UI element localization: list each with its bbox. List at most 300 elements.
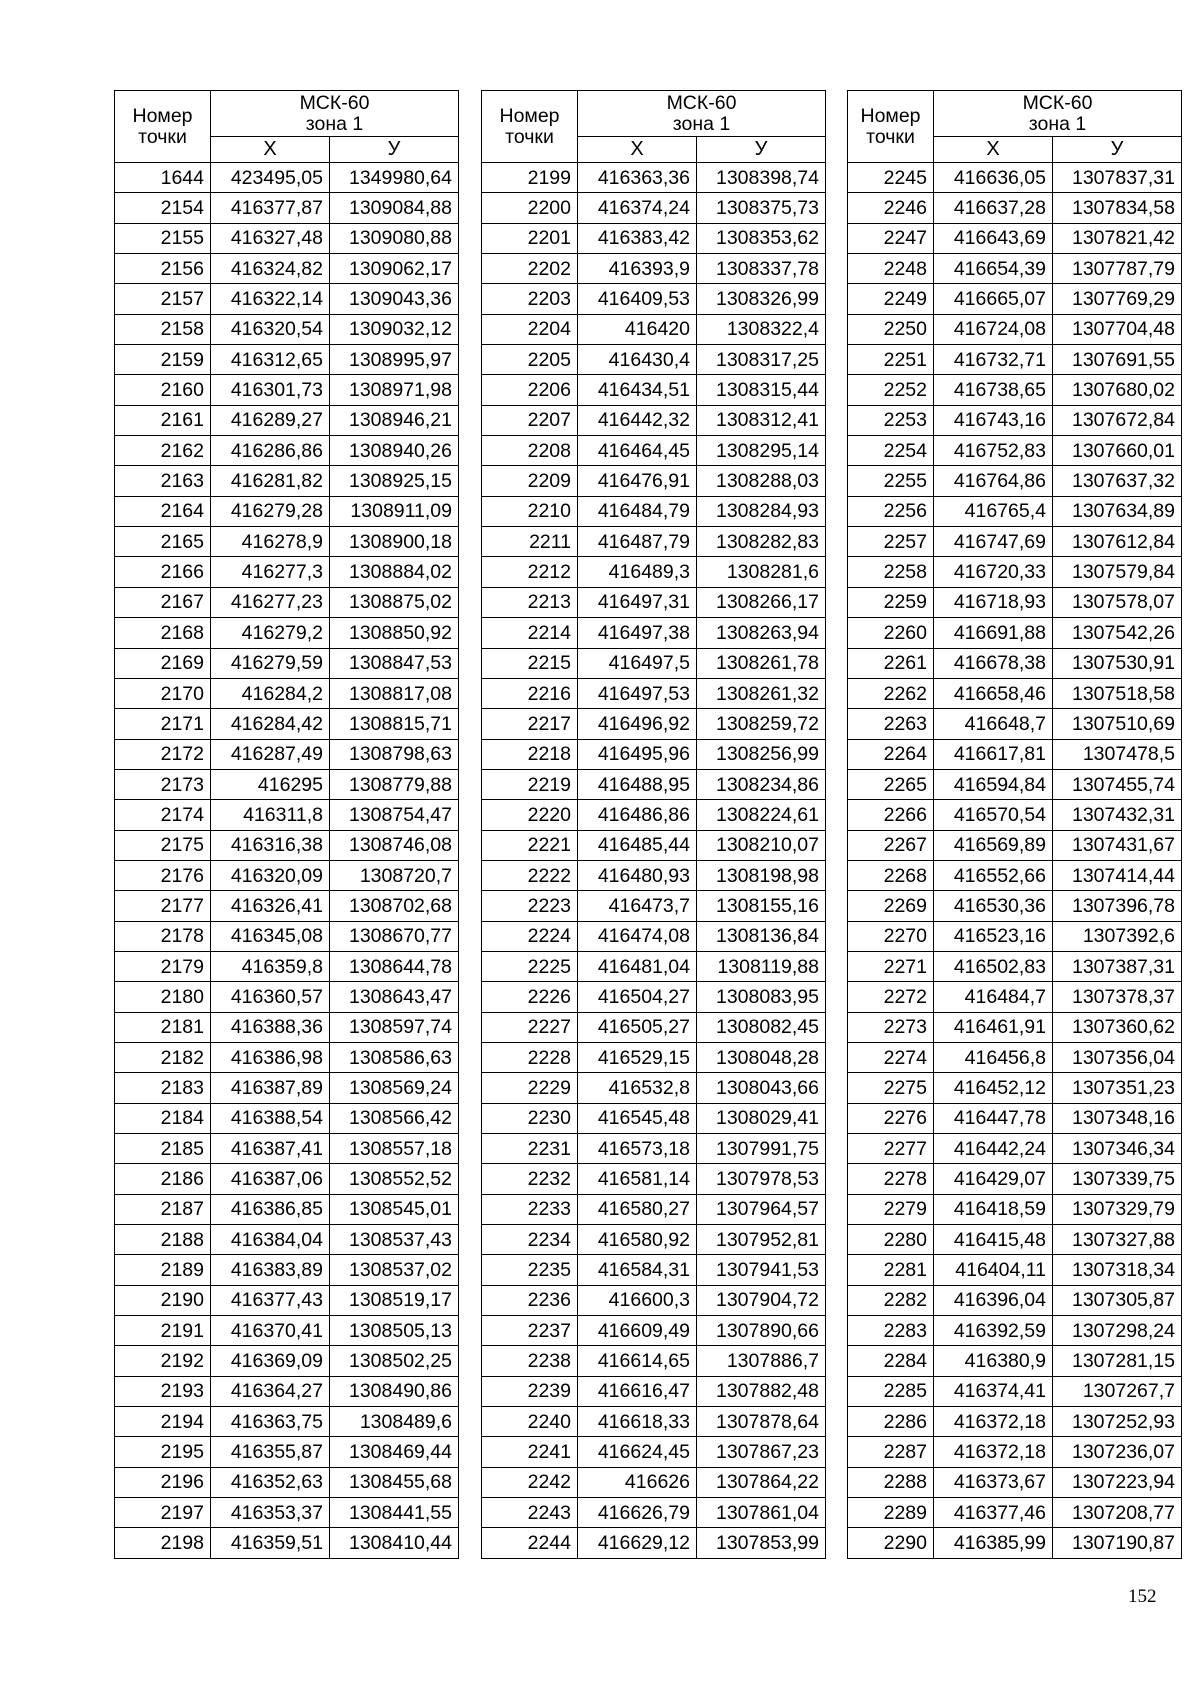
- table-row: [848, 163, 1182, 193]
- point-number-cell: 2160: [115, 375, 211, 405]
- point-number-cell: 2191: [115, 1316, 211, 1346]
- x-coordinate-cell: 416481,04: [578, 951, 697, 981]
- point-number-cell: 2187: [115, 1194, 211, 1224]
- y-coordinate-cell: 1308817,08: [330, 678, 459, 708]
- table-row: [115, 375, 459, 405]
- table-row: [115, 314, 459, 344]
- y-coordinate-cell: 1308312,41: [697, 405, 826, 435]
- x-coordinate-cell: 416327,48: [211, 223, 330, 253]
- x-coordinate-cell: 416374,24: [578, 193, 697, 223]
- x-coordinate-cell: 416373,67: [934, 1467, 1053, 1497]
- x-coordinate-cell: 416311,8: [211, 800, 330, 830]
- point-number-cell: 2207: [482, 405, 578, 435]
- y-coordinate-cell: 1308469,44: [330, 1437, 459, 1467]
- x-coordinate-cell: 416369,09: [211, 1346, 330, 1376]
- point-number-cell: 2276: [848, 1103, 934, 1133]
- point-number-cell: 2280: [848, 1225, 934, 1255]
- table-row: [482, 1528, 826, 1558]
- point-number-cell: 2282: [848, 1285, 934, 1315]
- table-row: [115, 1346, 459, 1376]
- x-coordinate-cell: 416480,93: [578, 860, 697, 890]
- y-coordinate-cell: 1307704,48: [1053, 314, 1182, 344]
- table-row: [115, 1467, 459, 1497]
- y-coordinate-cell: 1307432,31: [1053, 800, 1182, 830]
- y-coordinate-cell: 1307578,07: [1053, 587, 1182, 617]
- point-number-cell: 2228: [482, 1042, 578, 1072]
- table-row: [115, 496, 459, 526]
- y-coordinate-cell: 1308925,15: [330, 466, 459, 496]
- x-coordinate-cell: 416629,12: [578, 1528, 697, 1558]
- x-coordinate-cell: 416497,53: [578, 678, 697, 708]
- y-coordinate-cell: 1308082,45: [697, 1012, 826, 1042]
- table-row: [482, 618, 826, 648]
- y-coordinate-cell: 1309062,17: [330, 254, 459, 284]
- coordinate-system-header: [211, 91, 459, 137]
- table-row: [848, 1346, 1182, 1376]
- x-coordinate-cell: 416617,81: [934, 739, 1053, 769]
- y-coordinate-cell: 1308455,68: [330, 1467, 459, 1497]
- point-number-cell: 2185: [115, 1134, 211, 1164]
- x-coordinate-cell: 416363,75: [211, 1407, 330, 1437]
- table-row: [115, 678, 459, 708]
- table-row: [482, 709, 826, 739]
- y-coordinate-cell: 1309080,88: [330, 223, 459, 253]
- point-number-cell: 2174: [115, 800, 211, 830]
- y-coordinate-cell: 1307882,48: [697, 1376, 826, 1406]
- y-coordinate-cell: 1308566,42: [330, 1103, 459, 1133]
- table-row: [115, 405, 459, 435]
- y-coordinate-cell: 1309084,88: [330, 193, 459, 223]
- table-row: [115, 345, 459, 375]
- coordinates-table-2: [481, 90, 826, 1559]
- table-row: [115, 466, 459, 496]
- point-number-cell: 2163: [115, 466, 211, 496]
- point-number-cell: 2168: [115, 618, 211, 648]
- x-coordinate-cell: 416718,93: [934, 587, 1053, 617]
- y-coordinate-cell: 1307964,57: [697, 1194, 826, 1224]
- y-coordinate-cell: 1307339,75: [1053, 1164, 1182, 1194]
- table-row: [848, 1316, 1182, 1346]
- x-coordinate-cell: 416447,78: [934, 1103, 1053, 1133]
- table-row: [848, 678, 1182, 708]
- table-row: [482, 1437, 826, 1467]
- x-coordinate-cell: 416289,27: [211, 405, 330, 435]
- x-coordinate-cell: 416355,87: [211, 1437, 330, 1467]
- x-coordinate-cell: 416277,23: [211, 587, 330, 617]
- table-row: [482, 375, 826, 405]
- y-coordinate-cell: 1307691,55: [1053, 345, 1182, 375]
- y-coordinate-cell: 1307356,04: [1053, 1042, 1182, 1072]
- x-coordinate-cell: 416452,12: [934, 1073, 1053, 1103]
- table-row: [482, 800, 826, 830]
- point-number-cell: 2245: [848, 163, 934, 193]
- point-number-cell: 2216: [482, 678, 578, 708]
- point-number-cell: 2164: [115, 496, 211, 526]
- y-coordinate-cell: 1308259,72: [697, 709, 826, 739]
- y-coordinate-cell: 1307890,66: [697, 1316, 826, 1346]
- x-coordinate-cell: 416678,38: [934, 648, 1053, 678]
- table-row: [115, 982, 459, 1012]
- x-coordinate-cell: 416396,04: [934, 1285, 1053, 1315]
- y-coordinate-cell: 1308875,02: [330, 587, 459, 617]
- x-coordinate-cell: 416418,59: [934, 1194, 1053, 1224]
- x-coordinate-cell: 416691,88: [934, 618, 1053, 648]
- point-number-cell: 2195: [115, 1437, 211, 1467]
- table-row: [482, 648, 826, 678]
- point-number-cell: 2190: [115, 1285, 211, 1315]
- x-coordinate-cell: 416383,89: [211, 1255, 330, 1285]
- x-coordinate-cell: 416747,69: [934, 527, 1053, 557]
- x-coordinate-cell: 416326,41: [211, 891, 330, 921]
- x-coordinate-cell: 416496,92: [578, 709, 697, 739]
- y-coordinate-cell: 1308720,7: [330, 860, 459, 890]
- table-row: [482, 1316, 826, 1346]
- coordinate-system-zone: зона 1: [672, 112, 731, 135]
- x-coordinate-cell: 416529,15: [578, 1042, 697, 1072]
- x-coordinate-cell: 416281,82: [211, 466, 330, 496]
- point-number-cell: 2260: [848, 618, 934, 648]
- table-row: [848, 436, 1182, 466]
- x-coordinate-cell: 416618,33: [578, 1407, 697, 1437]
- y-column-header: У: [697, 137, 826, 163]
- x-coordinate-cell: 416277,3: [211, 557, 330, 587]
- table-row: [115, 436, 459, 466]
- y-coordinate-cell: 1307351,23: [1053, 1073, 1182, 1103]
- table-row: [848, 527, 1182, 557]
- y-coordinate-cell: 1307281,15: [1053, 1346, 1182, 1376]
- point-number-header: [848, 91, 934, 163]
- y-coordinate-cell: 1308490,86: [330, 1376, 459, 1406]
- x-coordinate-cell: 416658,46: [934, 678, 1053, 708]
- y-coordinate-cell: 1308282,83: [697, 527, 826, 557]
- y-coordinate-cell: 1307348,16: [1053, 1103, 1182, 1133]
- y-coordinate-cell: 1308210,07: [697, 830, 826, 860]
- point-number-cell: 2272: [848, 982, 934, 1012]
- table-row: [848, 800, 1182, 830]
- point-number-cell: 2211: [482, 527, 578, 557]
- table-row: [848, 1225, 1182, 1255]
- table-row: [848, 1073, 1182, 1103]
- y-coordinate-cell: 1307318,34: [1053, 1255, 1182, 1285]
- y-coordinate-cell: 1308850,92: [330, 618, 459, 648]
- x-coordinate-cell: 416724,08: [934, 314, 1053, 344]
- point-number-cell: 2183: [115, 1073, 211, 1103]
- y-coordinate-cell: 1307346,34: [1053, 1134, 1182, 1164]
- y-coordinate-cell: 1308911,09: [330, 496, 459, 526]
- point-number-cell: 2266: [848, 800, 934, 830]
- x-coordinate-cell: 416573,18: [578, 1134, 697, 1164]
- x-coordinate-cell: 416489,3: [578, 557, 697, 587]
- table-row: [115, 1012, 459, 1042]
- y-coordinate-cell: 1308569,24: [330, 1073, 459, 1103]
- coordinate-system-name: МСК-60: [1022, 91, 1093, 114]
- point-number-label-line1: Номер: [499, 104, 560, 127]
- x-coordinate-cell: 416530,36: [934, 891, 1053, 921]
- table-row: [482, 921, 826, 951]
- x-coordinate-cell: 416316,38: [211, 830, 330, 860]
- y-coordinate-cell: 1307455,74: [1053, 769, 1182, 799]
- point-number-cell: 2206: [482, 375, 578, 405]
- point-number-cell: 2263: [848, 709, 934, 739]
- y-column-header: У: [1053, 137, 1182, 163]
- point-number-cell: 2222: [482, 860, 578, 890]
- point-number-cell: 2180: [115, 982, 211, 1012]
- y-column-header: У: [330, 137, 459, 163]
- table-row: [115, 830, 459, 860]
- y-coordinate-cell: 1307431,67: [1053, 830, 1182, 860]
- table-row: [115, 1407, 459, 1437]
- x-coordinate-cell: 416581,14: [578, 1164, 697, 1194]
- x-coordinate-cell: 416278,9: [211, 527, 330, 557]
- x-coordinate-cell: 416643,69: [934, 223, 1053, 253]
- coordinate-system-header: [578, 91, 826, 137]
- table-row: [115, 1437, 459, 1467]
- y-coordinate-cell: 1308256,99: [697, 739, 826, 769]
- point-number-cell: 2241: [482, 1437, 578, 1467]
- table-row: [482, 982, 826, 1012]
- x-coordinate-cell: 416594,84: [934, 769, 1053, 799]
- point-number-cell: 2224: [482, 921, 578, 951]
- x-coordinate-cell: 416320,54: [211, 314, 330, 344]
- x-coordinate-cell: 416637,28: [934, 193, 1053, 223]
- y-coordinate-cell: 1307672,84: [1053, 405, 1182, 435]
- x-coordinate-cell: 416461,91: [934, 1012, 1053, 1042]
- x-coordinate-cell: 416616,47: [578, 1376, 697, 1406]
- point-number-cell: 2254: [848, 436, 934, 466]
- point-number-cell: 2161: [115, 405, 211, 435]
- table-row: [115, 951, 459, 981]
- x-coordinate-cell: 416464,45: [578, 436, 697, 466]
- x-coordinate-cell: 416523,16: [934, 921, 1053, 951]
- table-row: [482, 1407, 826, 1437]
- y-coordinate-cell: 1307861,04: [697, 1498, 826, 1528]
- point-number-cell: 2278: [848, 1164, 934, 1194]
- table-row: [115, 163, 459, 193]
- table-row: [848, 1103, 1182, 1133]
- y-coordinate-cell: 1308552,52: [330, 1164, 459, 1194]
- table-row: [115, 618, 459, 648]
- y-coordinate-cell: 1307978,53: [697, 1164, 826, 1194]
- y-coordinate-cell: 1308798,63: [330, 739, 459, 769]
- table-row: [482, 1255, 826, 1285]
- x-coordinate-cell: 416312,65: [211, 345, 330, 375]
- y-coordinate-cell: 1308545,01: [330, 1194, 459, 1224]
- y-coordinate-cell: 1307941,53: [697, 1255, 826, 1285]
- point-number-cell: 2155: [115, 223, 211, 253]
- coordinate-system-header: [934, 91, 1182, 137]
- y-coordinate-cell: 1308410,44: [330, 1528, 459, 1558]
- x-coordinate-cell: 416488,95: [578, 769, 697, 799]
- table-row: [482, 405, 826, 435]
- point-number-cell: 2271: [848, 951, 934, 981]
- x-coordinate-cell: 416600,3: [578, 1285, 697, 1315]
- table-row: [482, 1467, 826, 1497]
- table-row: [848, 557, 1182, 587]
- x-coordinate-cell: 416752,83: [934, 436, 1053, 466]
- y-coordinate-cell: 1307518,58: [1053, 678, 1182, 708]
- table-row: [848, 405, 1182, 435]
- y-coordinate-cell: 1307252,93: [1053, 1407, 1182, 1437]
- y-coordinate-cell: 1308502,25: [330, 1346, 459, 1376]
- x-coordinate-cell: 416404,11: [934, 1255, 1053, 1285]
- point-number-cell: 2248: [848, 254, 934, 284]
- table-row: [482, 284, 826, 314]
- x-coordinate-cell: 416442,24: [934, 1134, 1053, 1164]
- y-coordinate-cell: 1308537,02: [330, 1255, 459, 1285]
- y-coordinate-cell: 1307579,84: [1053, 557, 1182, 587]
- y-coordinate-cell: 1307478,5: [1053, 739, 1182, 769]
- table-row: [848, 496, 1182, 526]
- table-row: [115, 709, 459, 739]
- table-row: [482, 830, 826, 860]
- x-coordinate-cell: 416497,38: [578, 618, 697, 648]
- y-coordinate-cell: 1308702,68: [330, 891, 459, 921]
- y-coordinate-cell: 1307769,29: [1053, 284, 1182, 314]
- table-row: [115, 1316, 459, 1346]
- y-coordinate-cell: 1307305,87: [1053, 1285, 1182, 1315]
- table-row: [848, 345, 1182, 375]
- x-coordinate-cell: 416430,4: [578, 345, 697, 375]
- point-number-cell: 2200: [482, 193, 578, 223]
- x-coordinate-cell: 416654,39: [934, 254, 1053, 284]
- table-row: [115, 1073, 459, 1103]
- point-number-label-line2: точки: [505, 125, 554, 148]
- x-coordinate-cell: 416732,71: [934, 345, 1053, 375]
- point-number-cell: 2274: [848, 1042, 934, 1072]
- x-coordinate-cell: 416626,79: [578, 1498, 697, 1528]
- point-number-cell: 2218: [482, 739, 578, 769]
- table-row: [482, 496, 826, 526]
- x-coordinate-cell: 416387,41: [211, 1134, 330, 1164]
- table-row: [115, 1376, 459, 1406]
- coordinate-system-name: МСК-60: [666, 91, 737, 114]
- table-row: [848, 1407, 1182, 1437]
- point-number-label-line1: Номер: [860, 104, 921, 127]
- x-coordinate-cell: 416569,89: [934, 830, 1053, 860]
- y-coordinate-cell: 1307223,94: [1053, 1467, 1182, 1497]
- point-number-cell: 2166: [115, 557, 211, 587]
- table-row: [482, 951, 826, 981]
- table-row: [848, 1255, 1182, 1285]
- table-row: [115, 1225, 459, 1255]
- table-row: [115, 648, 459, 678]
- point-number-cell: 2172: [115, 739, 211, 769]
- table-row: [848, 1467, 1182, 1497]
- x-coordinate-cell: 416474,08: [578, 921, 697, 951]
- y-coordinate-cell: 1307329,79: [1053, 1194, 1182, 1224]
- table-row: [115, 1498, 459, 1528]
- point-number-cell: 2189: [115, 1255, 211, 1285]
- x-coordinate-cell: 416497,31: [578, 587, 697, 617]
- point-number-cell: 2243: [482, 1498, 578, 1528]
- point-number-cell: 2283: [848, 1316, 934, 1346]
- y-coordinate-cell: 1307637,32: [1053, 466, 1182, 496]
- y-coordinate-cell: 1308597,74: [330, 1012, 459, 1042]
- y-coordinate-cell: 1308670,77: [330, 921, 459, 951]
- y-coordinate-cell: 1308263,94: [697, 618, 826, 648]
- y-coordinate-cell: 1308643,47: [330, 982, 459, 1012]
- point-number-cell: 2240: [482, 1407, 578, 1437]
- y-coordinate-cell: 1307327,88: [1053, 1225, 1182, 1255]
- x-coordinate-cell: 416429,07: [934, 1164, 1053, 1194]
- point-number-cell: 2179: [115, 951, 211, 981]
- point-number-cell: 2251: [848, 345, 934, 375]
- point-number-cell: 2284: [848, 1346, 934, 1376]
- x-coordinate-cell: 416370,41: [211, 1316, 330, 1346]
- table-row: [848, 769, 1182, 799]
- point-number-cell: 2198: [115, 1528, 211, 1558]
- x-coordinate-cell: 416377,87: [211, 193, 330, 223]
- point-number-cell: 2178: [115, 921, 211, 951]
- point-number-cell: 2235: [482, 1255, 578, 1285]
- point-number-cell: 2239: [482, 1376, 578, 1406]
- page-number: 152: [1128, 1586, 1157, 1607]
- point-number-cell: 2219: [482, 769, 578, 799]
- y-coordinate-cell: 1307612,84: [1053, 527, 1182, 557]
- y-coordinate-cell: 1307378,37: [1053, 982, 1182, 1012]
- x-coordinate-cell: 416287,49: [211, 739, 330, 769]
- table-row: [848, 223, 1182, 253]
- table-row: [115, 739, 459, 769]
- y-coordinate-cell: 1308048,28: [697, 1042, 826, 1072]
- y-coordinate-cell: 1308815,71: [330, 709, 459, 739]
- x-coordinate-cell: 416409,53: [578, 284, 697, 314]
- table-row: [482, 254, 826, 284]
- x-coordinate-cell: 416545,48: [578, 1103, 697, 1133]
- table-row: [848, 466, 1182, 496]
- y-coordinate-cell: 1308043,66: [697, 1073, 826, 1103]
- point-number-cell: 2217: [482, 709, 578, 739]
- x-column-header: X: [211, 137, 330, 163]
- y-coordinate-cell: 1308281,6: [697, 557, 826, 587]
- x-coordinate-cell: 416570,54: [934, 800, 1053, 830]
- point-number-cell: 2249: [848, 284, 934, 314]
- y-coordinate-cell: 1308884,02: [330, 557, 459, 587]
- x-coordinate-cell: 416364,27: [211, 1376, 330, 1406]
- coordinate-system-name: МСК-60: [299, 91, 370, 114]
- x-coordinate-cell: 416552,66: [934, 860, 1053, 890]
- table-row: [482, 739, 826, 769]
- y-coordinate-cell: 1307886,7: [697, 1346, 826, 1376]
- x-coordinate-cell: 416764,86: [934, 466, 1053, 496]
- y-coordinate-cell: 1308337,78: [697, 254, 826, 284]
- y-coordinate-cell: 1309043,36: [330, 284, 459, 314]
- point-number-cell: 2273: [848, 1012, 934, 1042]
- x-coordinate-cell: 416765,4: [934, 496, 1053, 526]
- y-coordinate-cell: 1307530,91: [1053, 648, 1182, 678]
- point-number-cell: 2230: [482, 1103, 578, 1133]
- point-number-label-line2: точки: [138, 125, 187, 148]
- x-coordinate-cell: 416720,33: [934, 557, 1053, 587]
- point-number-cell: 2227: [482, 1012, 578, 1042]
- x-coordinate-cell: 416486,86: [578, 800, 697, 830]
- table-row: [482, 1498, 826, 1528]
- point-number-cell: 2244: [482, 1528, 578, 1558]
- x-coordinate-cell: 416388,36: [211, 1012, 330, 1042]
- table-row: [115, 1103, 459, 1133]
- x-coordinate-cell: 416279,2: [211, 618, 330, 648]
- y-coordinate-cell: 1307190,87: [1053, 1528, 1182, 1558]
- y-coordinate-cell: 1308266,17: [697, 587, 826, 617]
- y-coordinate-cell: 1308029,41: [697, 1103, 826, 1133]
- x-coordinate-cell: 416502,83: [934, 951, 1053, 981]
- y-coordinate-cell: 1308234,86: [697, 769, 826, 799]
- point-number-cell: 2290: [848, 1528, 934, 1558]
- point-number-cell: 2267: [848, 830, 934, 860]
- x-coordinate-cell: 416295: [211, 769, 330, 799]
- y-coordinate-cell: 1307267,7: [1053, 1376, 1182, 1406]
- point-number-cell: 2171: [115, 709, 211, 739]
